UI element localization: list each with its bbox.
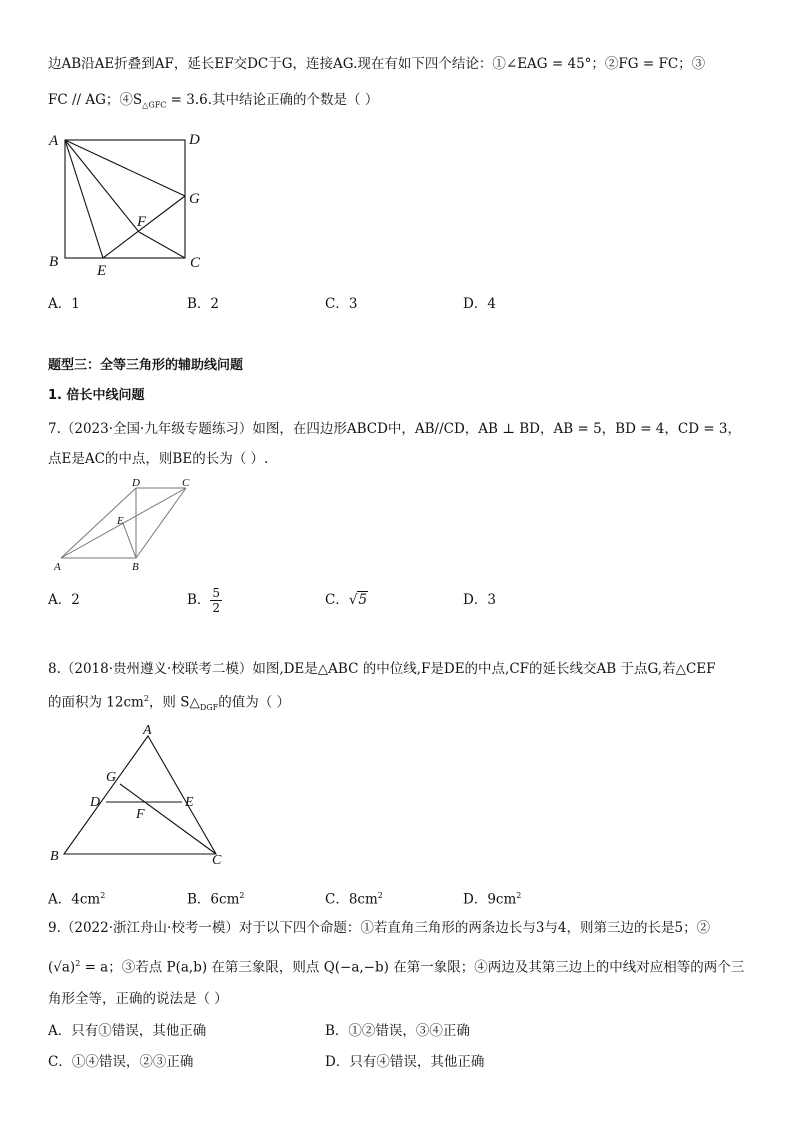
q9-option-d[interactable]: D．只有④错误，其他正确: [325, 1054, 485, 1070]
q8-text-line1: 8.（2018·贵州遵义·校联考二模）如图,DE是△ABC 的中位线,F是DE的中点,CF的延长线交AB 于点G,若△CEF: [48, 661, 716, 677]
q9-option-a[interactable]: A．只有①错误，其他正确: [48, 1023, 207, 1039]
q7-label-C: C: [182, 478, 190, 489]
q7-option-a[interactable]: A．2: [48, 592, 80, 608]
q7-label-A: A: [54, 561, 61, 573]
q9-option-b[interactable]: B．①②错误，③④正确: [325, 1023, 470, 1039]
q8-option-c-text: C．8cm: [325, 891, 378, 908]
q7-frac-num: 5: [212, 586, 221, 600]
q7-option-d[interactable]: D．3: [463, 592, 496, 608]
q7-line-AD: [61, 488, 136, 558]
q9-text-line1: 9.（2022·浙江舟山·校考一模）对于以下四个命题：①若直角三角形的两条边长与3与4，则第三边的长是5；②: [48, 920, 711, 936]
q7-line-BC: [136, 488, 186, 558]
q7-label-D: D: [132, 478, 140, 489]
q6-line-AG: [65, 140, 185, 196]
q8-option-b-sup: 2: [239, 891, 245, 900]
q7-line-BE: [123, 523, 136, 558]
q8-line2-sup: 2: [143, 694, 149, 703]
q8-label-C: C: [212, 853, 222, 868]
q6-line2-sub: △GFC: [142, 100, 167, 110]
q8-option-c-sup: 2: [377, 891, 383, 900]
q8-option-b[interactable]: [187, 886, 244, 910]
q7-sqrt: √5: [348, 592, 368, 608]
q8-label-B: B: [50, 849, 59, 864]
q7-option-c[interactable]: [325, 590, 368, 610]
q8-option-d[interactable]: [463, 886, 521, 910]
q6-option-c[interactable]: C．3: [325, 296, 358, 312]
q8-option-c[interactable]: [325, 886, 383, 910]
q6-line-AE: [65, 140, 103, 258]
q6-line2-a: FC // AG；④S: [48, 92, 143, 108]
q6-label-E: E: [97, 263, 107, 276]
q8-figure: [46, 722, 236, 868]
q7-label-E: E: [117, 515, 124, 527]
q8-line2-c: 的值为（ ）: [218, 694, 291, 711]
q6-text-line1: 边AB沿AE折叠到AF，延长EF交DC于G，连接AG.现在有如下四个结论：①∠EAG = 45°；②FG = FC；③: [48, 56, 706, 72]
q8-option-a-text: A．4cm: [48, 891, 101, 908]
q8-line2-sub: DGF: [199, 703, 219, 713]
q6-option-b[interactable]: B．2: [187, 296, 220, 312]
q7-sqrt-radicand: 5: [358, 592, 368, 608]
q8-option-d-sup: 2: [516, 891, 522, 900]
q7-text-line1: 7.（2023·全国·九年级专题练习）如图，在四边形ABCD中，AB//CD，AB ⊥ BD，AB = 5，BD = 4，CD = 3，: [48, 421, 742, 437]
q6-label-C: C: [190, 255, 201, 271]
q6-option-a[interactable]: A．1: [48, 296, 80, 312]
q9-line2-sup: 2: [75, 959, 81, 968]
q9-text-line2: [48, 954, 744, 978]
q8-label-G: G: [106, 770, 117, 785]
section-subtitle: 1. 倍长中线问题: [48, 388, 145, 403]
q8-option-b-text: B．6cm: [187, 891, 240, 908]
q9-option-c[interactable]: C．①④错误，②③正确: [48, 1054, 194, 1070]
q6-line-AF: [65, 140, 139, 232]
q6-label-A: A: [49, 133, 59, 149]
q8-text-line2: [48, 689, 290, 718]
q7-frac-den: 2: [212, 601, 221, 615]
q8-label-F: F: [136, 807, 145, 822]
q6-option-d[interactable]: D．4: [463, 296, 496, 312]
section-title: 题型三：全等三角形的辅助线问题: [48, 358, 244, 373]
q7-option-b-prefix: B．: [187, 592, 211, 608]
q8-label-E: E: [185, 795, 194, 810]
q6-text-line2: [48, 90, 378, 116]
q6-line2-b: = 3.6.其中结论正确的个数是（ ）: [166, 92, 379, 108]
q7-option-c-prefix: C．: [325, 592, 349, 608]
q8-line2-b: ，则 S△: [148, 694, 200, 711]
q9-line2-b: = a；③若点 P(a,b) 在第三象限，则点 Q(−a,−b) 在第一象限；④两边及其第三边上的中线对应相等的两个三: [80, 959, 745, 976]
q8-option-a-sup: 2: [100, 891, 106, 900]
q6-line-FC: [139, 232, 185, 258]
q8-label-D: D: [90, 795, 101, 810]
q8-label-A: A: [143, 723, 152, 738]
q6-label-B: B: [49, 254, 59, 270]
q6-label-D: D: [189, 132, 200, 148]
q9-line2-a: (√a): [48, 959, 76, 976]
q7-text-line2: 点E是AC的中点，则BE的长为（ ）.: [48, 451, 269, 467]
q8-line2-a: 的面积为 12cm: [48, 694, 144, 711]
q6-label-G: G: [189, 191, 200, 207]
q6-label-F: F: [137, 214, 147, 230]
q6-figure: [44, 126, 214, 276]
q8-option-a[interactable]: [48, 886, 105, 910]
q6-square: [65, 140, 185, 258]
q8-line-GC: [120, 784, 216, 854]
q9-text-line3: 角形全等，正确的说法是（ ）: [48, 991, 228, 1007]
q8-option-d-text: D．9cm: [463, 891, 517, 908]
q7-figure: [50, 478, 210, 574]
q7-fraction: [210, 586, 222, 615]
q7-label-B: B: [132, 561, 139, 573]
q7-option-b[interactable]: [187, 582, 222, 618]
